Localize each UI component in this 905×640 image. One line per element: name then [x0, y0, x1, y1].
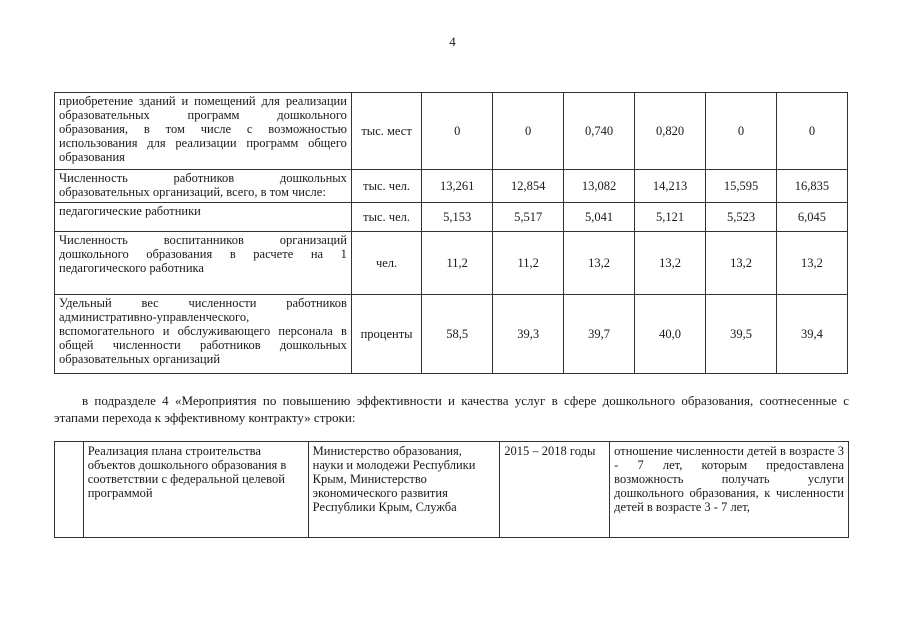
value-cell: 5,517	[493, 203, 564, 232]
value-cell: 0	[706, 93, 777, 170]
value-cell: 0	[776, 93, 847, 170]
row-unit: тыс. чел.	[351, 170, 421, 203]
table-row	[55, 232, 848, 295]
value-cell: 13,2	[706, 232, 777, 295]
table-row	[55, 203, 848, 232]
table-row	[55, 170, 848, 203]
value-cell: 12,854	[493, 170, 564, 203]
table-row	[55, 442, 849, 538]
value-cell: 39,5	[706, 295, 777, 374]
value-cell: 11,2	[422, 232, 493, 295]
value-cell: 58,5	[422, 295, 493, 374]
value-cell: 13,2	[776, 232, 847, 295]
row-description: педагогические работники	[55, 203, 352, 232]
value-cell: 5,041	[564, 203, 635, 232]
value-cell: 0,820	[635, 93, 706, 170]
value-cell: 39,4	[776, 295, 847, 374]
value-cell: 39,7	[564, 295, 635, 374]
table-row	[55, 295, 848, 374]
value-cell: 0,740	[564, 93, 635, 170]
row-number-cell	[55, 442, 84, 538]
value-cell: 5,523	[706, 203, 777, 232]
value-cell: 15,595	[706, 170, 777, 203]
row-unit: чел.	[351, 232, 421, 295]
row-description: Численность воспитанников организаций дошкольного образования в расчете на 1 педагогического работника	[55, 232, 352, 295]
value-cell: 14,213	[635, 170, 706, 203]
value-cell: 13,2	[635, 232, 706, 295]
value-cell: 11,2	[493, 232, 564, 295]
value-cell: 0	[493, 93, 564, 170]
row-description: приобретение зданий и помещений для реализации образовательных программ дошкольного образования, в том числе с возможностью использования для реализации программ общего образования	[55, 93, 352, 170]
measure-cell: Реализация плана строительства объектов дошкольного образования в соответствии с федеральной целевой программой	[83, 442, 308, 538]
value-cell: 39,3	[493, 295, 564, 374]
row-unit: проценты	[351, 295, 421, 374]
period-cell: 2015 – 2018 годы	[500, 442, 610, 538]
subsection-paragraph: в подразделе 4 «Мероприятия по повышению эффективности и качества услуг в сфере дошкольного образования, соотнесенные с этапами перехода к эффективному контракту» строки:	[54, 393, 849, 425]
row-description: Численность работников дошкольных образовательных организаций, всего, в том числе:	[55, 170, 352, 203]
value-cell: 13,261	[422, 170, 493, 203]
indicators-table	[54, 92, 848, 374]
row-unit: тыс. мест	[351, 93, 421, 170]
responsible-cell: Министерство образования, науки и молодежи Республики Крым, Министерство экономического развития Республики Крым, Служба	[308, 442, 500, 538]
row-description: Удельный вес численности работников административно-управленческого, вспомогательного и обслуживающего персонала в общей численности работников дошкольных образовательных организаций	[55, 295, 352, 374]
value-cell: 5,153	[422, 203, 493, 232]
value-cell: 6,045	[776, 203, 847, 232]
measures-table	[54, 441, 849, 538]
value-cell: 13,2	[564, 232, 635, 295]
value-cell: 40,0	[635, 295, 706, 374]
value-cell: 0	[422, 93, 493, 170]
value-cell: 16,835	[776, 170, 847, 203]
page-number: 4	[449, 34, 456, 49]
table-row	[55, 93, 848, 170]
value-cell: 13,082	[564, 170, 635, 203]
value-cell: 5,121	[635, 203, 706, 232]
row-unit: тыс. чел.	[351, 203, 421, 232]
indicator-cell: отношение численности детей в возрасте 3 - 7 лет, которым предоставлена возможность получать услуги дошкольного образования, к численности детей в возрасте 3 - 7 лет,	[610, 442, 849, 538]
